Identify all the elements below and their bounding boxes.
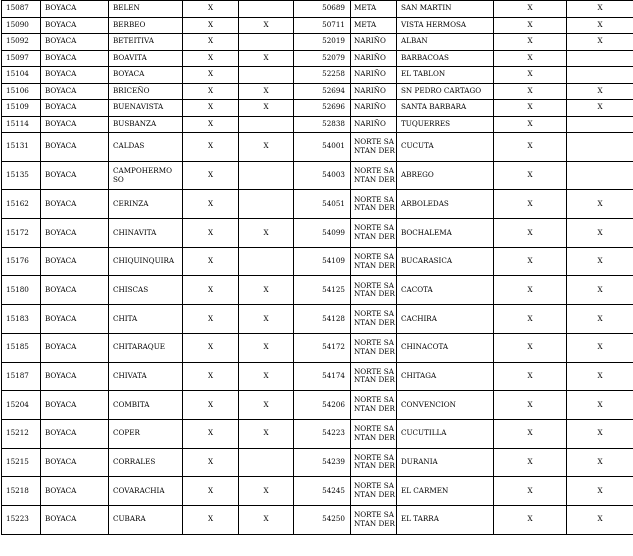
department-right-cell: NORTE SANTAN DER	[351, 305, 397, 334]
mark-a-right-cell: X	[494, 333, 567, 362]
mark-b-left-cell: X	[239, 50, 294, 67]
code-left-cell: 15172	[2, 219, 41, 248]
municipality-right-cell: DURANIA	[397, 448, 494, 477]
department-left-cell: BOYACA	[41, 116, 109, 133]
code-right-cell: 52694	[294, 83, 351, 100]
mark-a-left-cell: X	[183, 100, 239, 117]
municipality-left-cell: CHITA	[109, 305, 183, 334]
department-right-cell: NORTE SANTAN DER	[351, 276, 397, 305]
department-left-cell: BOYACA	[41, 161, 109, 190]
mark-b-left-cell: X	[239, 219, 294, 248]
code-left-cell: 15185	[2, 333, 41, 362]
code-left-cell: 15106	[2, 83, 41, 100]
municipality-left-cell: COMBITA	[109, 391, 183, 420]
mark-b-left-cell	[239, 34, 294, 51]
mark-a-right-cell: X	[494, 1, 567, 18]
municipality-right-cell: ARBOLEDAS	[397, 190, 494, 219]
code-right-cell: 54051	[294, 190, 351, 219]
department-left-cell: BOYACA	[41, 83, 109, 100]
mark-b-right-cell: X	[567, 333, 633, 362]
mark-a-left-cell: X	[183, 1, 239, 18]
mark-b-right-cell: X	[567, 34, 633, 51]
table-row	[2, 247, 633, 276]
mark-a-left-cell: X	[183, 83, 239, 100]
municipality-left-cell: CHISCAS	[109, 276, 183, 305]
mark-a-left-cell: X	[183, 219, 239, 248]
mark-b-left-cell	[239, 247, 294, 276]
code-left-cell: 15087	[2, 1, 41, 18]
mark-b-left-cell: X	[239, 305, 294, 334]
mark-a-left-cell: X	[183, 116, 239, 133]
code-left-cell: 15204	[2, 391, 41, 420]
municipality-right-cell: CONVENCION	[397, 391, 494, 420]
department-left-cell: BOYACA	[41, 362, 109, 391]
mark-a-right-cell: X	[494, 505, 567, 534]
mark-a-right-cell: X	[494, 276, 567, 305]
department-right-cell: NARIÑO	[351, 116, 397, 133]
municipality-right-cell: EL CARMEN	[397, 477, 494, 506]
code-right-cell: 54223	[294, 419, 351, 448]
municipality-left-cell: CHIQUINQUIRA	[109, 247, 183, 276]
municipality-left-cell: CORRALES	[109, 448, 183, 477]
code-right-cell: 54003	[294, 161, 351, 190]
mark-b-left-cell: X	[239, 17, 294, 34]
municipality-right-cell: CACOTA	[397, 276, 494, 305]
mark-a-left-cell: X	[183, 305, 239, 334]
table-row	[2, 419, 633, 448]
mark-b-right-cell	[567, 67, 633, 84]
department-right-cell: NORTE SANTAN DER	[351, 448, 397, 477]
mark-a-right-cell: X	[494, 448, 567, 477]
municipality-right-cell: CHINACOTA	[397, 333, 494, 362]
table-row	[2, 362, 633, 391]
department-left-cell: BOYACA	[41, 477, 109, 506]
mark-a-right-cell: X	[494, 247, 567, 276]
table-row	[2, 67, 633, 84]
code-right-cell: 54245	[294, 477, 351, 506]
mark-b-left-cell: X	[239, 419, 294, 448]
municipality-left-cell: BERBEO	[109, 17, 183, 34]
mark-b-left-cell	[239, 190, 294, 219]
municipality-left-cell: CERINZA	[109, 190, 183, 219]
municipality-left-cell: CHIVATA	[109, 362, 183, 391]
table-row	[2, 133, 633, 162]
mark-a-left-cell: X	[183, 448, 239, 477]
table-row	[2, 34, 633, 51]
mark-a-right-cell: X	[494, 50, 567, 67]
mark-b-right-cell: X	[567, 190, 633, 219]
mark-b-right-cell	[567, 50, 633, 67]
mark-b-right-cell: X	[567, 276, 633, 305]
municipality-left-cell: COPER	[109, 419, 183, 448]
department-right-cell: NARIÑO	[351, 67, 397, 84]
mark-b-left-cell: X	[239, 362, 294, 391]
code-right-cell: 52019	[294, 34, 351, 51]
department-right-cell: NORTE SANTAN DER	[351, 505, 397, 534]
table-row	[2, 17, 633, 34]
mark-a-left-cell: X	[183, 276, 239, 305]
municipality-right-cell: CHITAGA	[397, 362, 494, 391]
code-right-cell: 52838	[294, 116, 351, 133]
department-right-cell: NARIÑO	[351, 83, 397, 100]
mark-a-left-cell: X	[183, 247, 239, 276]
department-right-cell: NORTE SANTAN DER	[351, 333, 397, 362]
municipality-right-cell: CUCUTA	[397, 133, 494, 162]
department-left-cell: BOYACA	[41, 67, 109, 84]
mark-a-left-cell: X	[183, 362, 239, 391]
mark-a-right-cell: X	[494, 190, 567, 219]
code-right-cell: 52696	[294, 100, 351, 117]
department-right-cell: NORTE SANTAN DER	[351, 219, 397, 248]
code-left-cell: 15223	[2, 505, 41, 534]
department-left-cell: BOYACA	[41, 276, 109, 305]
mark-a-left-cell: X	[183, 34, 239, 51]
department-right-cell: NORTE SANTAN DER	[351, 190, 397, 219]
mark-a-left-cell: X	[183, 391, 239, 420]
department-left-cell: BOYACA	[41, 305, 109, 334]
mark-b-left-cell	[239, 1, 294, 18]
department-right-cell: NORTE SANTAN DER	[351, 477, 397, 506]
department-right-cell: NORTE SANTAN DER	[351, 391, 397, 420]
mark-a-right-cell: X	[494, 362, 567, 391]
mark-b-left-cell: X	[239, 83, 294, 100]
municipality-left-cell: CHINAVITA	[109, 219, 183, 248]
mark-a-right-cell: X	[494, 34, 567, 51]
mark-a-right-cell: X	[494, 161, 567, 190]
code-right-cell: 54174	[294, 362, 351, 391]
municipality-left-cell: BOAVITA	[109, 50, 183, 67]
code-left-cell: 15104	[2, 67, 41, 84]
mark-b-right-cell: X	[567, 505, 633, 534]
mark-a-left-cell: X	[183, 50, 239, 67]
mark-a-right-cell: X	[494, 83, 567, 100]
code-left-cell: 15090	[2, 17, 41, 34]
municipality-left-cell: CHITARAQUE	[109, 333, 183, 362]
department-right-cell: META	[351, 1, 397, 18]
table-row	[2, 190, 633, 219]
mark-b-right-cell: X	[567, 17, 633, 34]
code-right-cell: 54109	[294, 247, 351, 276]
code-left-cell: 15218	[2, 477, 41, 506]
mark-b-right-cell: X	[567, 83, 633, 100]
mark-b-left-cell	[239, 448, 294, 477]
code-left-cell: 15183	[2, 305, 41, 334]
municipality-right-cell: VISTA HERMOSA	[397, 17, 494, 34]
municipality-table	[1, 0, 633, 535]
department-left-cell: BOYACA	[41, 247, 109, 276]
municipality-right-cell: CUCUTILLA	[397, 419, 494, 448]
mark-b-left-cell	[239, 116, 294, 133]
mark-a-right-cell: X	[494, 477, 567, 506]
department-right-cell: NORTE SANTAN DER	[351, 362, 397, 391]
mark-a-left-cell: X	[183, 190, 239, 219]
code-left-cell: 15215	[2, 448, 41, 477]
department-left-cell: BOYACA	[41, 333, 109, 362]
mark-a-right-cell: X	[494, 116, 567, 133]
municipality-right-cell: BARBACOAS	[397, 50, 494, 67]
mark-b-right-cell: X	[567, 362, 633, 391]
mark-b-left-cell	[239, 161, 294, 190]
mark-a-right-cell: X	[494, 419, 567, 448]
code-right-cell: 54099	[294, 219, 351, 248]
department-right-cell: NORTE SANTAN DER	[351, 419, 397, 448]
mark-b-left-cell: X	[239, 133, 294, 162]
mark-a-left-cell: X	[183, 133, 239, 162]
table-row	[2, 1, 633, 18]
code-left-cell: 15092	[2, 34, 41, 51]
code-right-cell: 52079	[294, 50, 351, 67]
municipality-left-cell: BELEN	[109, 1, 183, 18]
municipality-left-cell: BUSBANZA	[109, 116, 183, 133]
mark-a-right-cell: X	[494, 305, 567, 334]
mark-b-right-cell	[567, 161, 633, 190]
mark-b-left-cell: X	[239, 477, 294, 506]
code-right-cell: 52258	[294, 67, 351, 84]
mark-a-left-cell: X	[183, 505, 239, 534]
table-body	[2, 1, 633, 535]
mark-b-left-cell: X	[239, 276, 294, 305]
department-left-cell: BOYACA	[41, 219, 109, 248]
department-left-cell: BOYACA	[41, 133, 109, 162]
department-right-cell: NORTE SANTAN DER	[351, 247, 397, 276]
mark-a-right-cell: X	[494, 133, 567, 162]
department-left-cell: BOYACA	[41, 419, 109, 448]
department-left-cell: BOYACA	[41, 1, 109, 18]
mark-b-right-cell: X	[567, 1, 633, 18]
municipality-left-cell: CALDAS	[109, 133, 183, 162]
mark-b-right-cell: X	[567, 247, 633, 276]
code-left-cell: 15131	[2, 133, 41, 162]
code-left-cell: 15114	[2, 116, 41, 133]
mark-b-right-cell: X	[567, 419, 633, 448]
mark-a-right-cell: X	[494, 391, 567, 420]
municipality-right-cell: SANTA BARBARA	[397, 100, 494, 117]
code-left-cell: 15109	[2, 100, 41, 117]
table-row	[2, 505, 633, 534]
department-left-cell: BOYACA	[41, 34, 109, 51]
department-left-cell: BOYACA	[41, 17, 109, 34]
code-left-cell: 15187	[2, 362, 41, 391]
mark-b-left-cell	[239, 67, 294, 84]
code-right-cell: 54128	[294, 305, 351, 334]
table-row	[2, 116, 633, 133]
mark-a-left-cell: X	[183, 419, 239, 448]
table-row	[2, 50, 633, 67]
department-left-cell: BOYACA	[41, 100, 109, 117]
department-left-cell: BOYACA	[41, 391, 109, 420]
municipality-left-cell: BUENAVISTA	[109, 100, 183, 117]
code-right-cell: 54172	[294, 333, 351, 362]
municipality-right-cell: SN PEDRO CARTAGO	[397, 83, 494, 100]
municipality-right-cell: TUQUERRES	[397, 116, 494, 133]
code-right-cell: 54125	[294, 276, 351, 305]
municipality-right-cell: SAN MARTIN	[397, 1, 494, 18]
code-right-cell: 50689	[294, 1, 351, 18]
table-row	[2, 276, 633, 305]
municipality-left-cell: COVARACHIA	[109, 477, 183, 506]
table-row	[2, 161, 633, 190]
department-right-cell: NARIÑO	[351, 100, 397, 117]
municipality-right-cell: ALBAN	[397, 34, 494, 51]
municipality-right-cell: BOCHALEMA	[397, 219, 494, 248]
department-right-cell: NARIÑO	[351, 50, 397, 67]
mark-a-left-cell: X	[183, 477, 239, 506]
municipality-right-cell: CACHIRA	[397, 305, 494, 334]
mark-a-right-cell: X	[494, 67, 567, 84]
mark-b-right-cell: X	[567, 391, 633, 420]
department-right-cell: NARIÑO	[351, 34, 397, 51]
table-row	[2, 83, 633, 100]
code-left-cell: 15212	[2, 419, 41, 448]
table-row	[2, 305, 633, 334]
mark-b-right-cell	[567, 133, 633, 162]
department-right-cell: NORTE SANTAN DER	[351, 133, 397, 162]
mark-b-right-cell: X	[567, 219, 633, 248]
mark-b-right-cell: X	[567, 448, 633, 477]
municipality-left-cell: BETEITIVA	[109, 34, 183, 51]
department-left-cell: BOYACA	[41, 505, 109, 534]
table-row	[2, 333, 633, 362]
municipality-left-cell: BRICEÑO	[109, 83, 183, 100]
code-right-cell: 54206	[294, 391, 351, 420]
mark-a-right-cell: X	[494, 100, 567, 117]
municipality-right-cell: ABREGO	[397, 161, 494, 190]
mark-b-right-cell	[567, 116, 633, 133]
code-left-cell: 15180	[2, 276, 41, 305]
mark-b-right-cell: X	[567, 477, 633, 506]
municipality-left-cell: BOYACA	[109, 67, 183, 84]
table-row	[2, 219, 633, 248]
mark-a-right-cell: X	[494, 17, 567, 34]
mark-a-left-cell: X	[183, 67, 239, 84]
municipality-right-cell: BUCARASICA	[397, 247, 494, 276]
department-left-cell: BOYACA	[41, 448, 109, 477]
municipality-left-cell: CUBARA	[109, 505, 183, 534]
code-left-cell: 15097	[2, 50, 41, 67]
mark-b-left-cell: X	[239, 333, 294, 362]
department-right-cell: META	[351, 17, 397, 34]
code-left-cell: 15176	[2, 247, 41, 276]
code-right-cell: 54001	[294, 133, 351, 162]
mark-a-right-cell: X	[494, 219, 567, 248]
municipality-left-cell: CAMPOHERMO SO	[109, 161, 183, 190]
code-right-cell: 54239	[294, 448, 351, 477]
mark-b-right-cell: X	[567, 305, 633, 334]
table-row	[2, 448, 633, 477]
table-row	[2, 100, 633, 117]
mark-a-left-cell: X	[183, 17, 239, 34]
mark-a-left-cell: X	[183, 161, 239, 190]
mark-b-left-cell: X	[239, 505, 294, 534]
department-right-cell: NORTE SANTAN DER	[351, 161, 397, 190]
department-left-cell: BOYACA	[41, 50, 109, 67]
mark-a-left-cell: X	[183, 333, 239, 362]
code-right-cell: 54250	[294, 505, 351, 534]
municipality-right-cell: EL TARRA	[397, 505, 494, 534]
mark-b-left-cell: X	[239, 391, 294, 420]
department-left-cell: BOYACA	[41, 190, 109, 219]
municipality-right-cell: EL TABLON	[397, 67, 494, 84]
mark-b-right-cell: X	[567, 100, 633, 117]
code-left-cell: 15135	[2, 161, 41, 190]
mark-b-left-cell: X	[239, 100, 294, 117]
table-row	[2, 477, 633, 506]
code-right-cell: 50711	[294, 17, 351, 34]
table-row	[2, 391, 633, 420]
code-left-cell: 15162	[2, 190, 41, 219]
